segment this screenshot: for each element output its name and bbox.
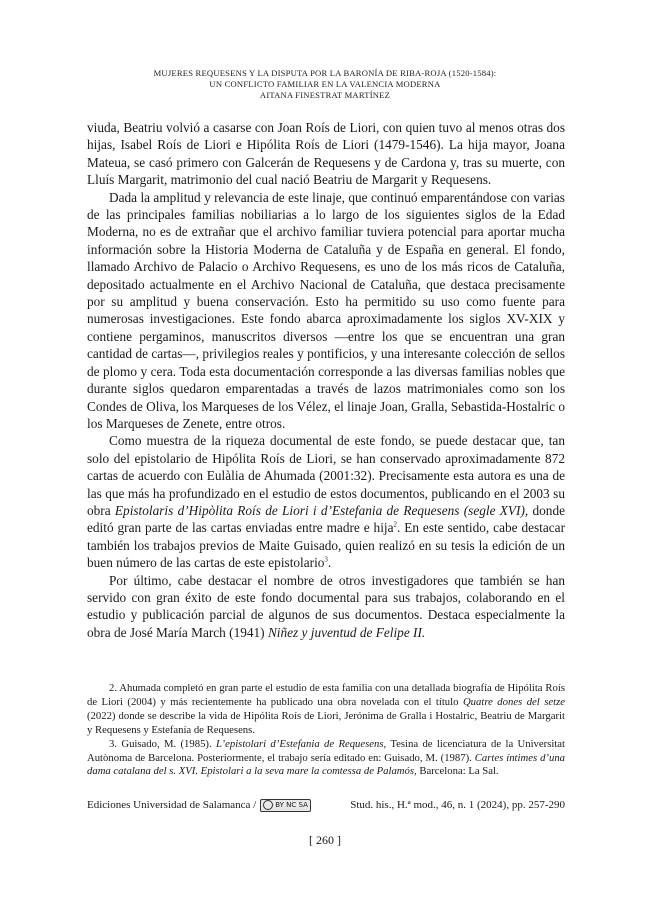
paragraph-3-text-a: Como muestra de la riqueza documental de este fondo, se puede destacar que, tan solo del epistolario de Hipólita Roís de Liori, se han conservado aproximadamente 872 cartas de acuerdo con Eulàlia de Ahumada (2001:32). Precisamente esta autora es una de las que más ha profundizado en el estudio de estos documentos, publicando en el 2003 su obra — [87, 433, 565, 518]
footnote-3-text-c: Barcelona: La Sal. — [416, 765, 499, 778]
footnote-3-title-2: Cartes íntimes d’una dama catalana del s. XVI. Epistolari a la seva mare la comtessa de Palamós, — [87, 751, 566, 778]
page-footer — [87, 798, 565, 812]
cc-circle-icon — [263, 800, 273, 810]
paragraph-3-text-d: . — [327, 555, 332, 571]
paragraph-3-text-b: donde editó gran parte de las cartas enviadas entre madre e hija — [87, 502, 566, 536]
paragraph-4 — [87, 572, 565, 642]
footnote-3 — [87, 738, 565, 780]
paragraph-4-text-a: Por último, cabe destacar el nombre de otros investigadores que también se han servido con gran éxito de este fondo documental para sus trabajos, colaborando en el estudio y publicación parcial de algunos de sus documentos. Destaca especialmente la obra de José María March (1941) — [87, 572, 565, 640]
cc-license-label: BY NC SA — [275, 801, 308, 809]
header-title-line-1: MUJERES REQUESENS Y LA DISPUTA POR LA BARONÍA DE RIBA-ROJA (1520-1584): — [153, 68, 497, 78]
footnote-2-text-a: 2. Ahumada completó en gran parte el estudio de esta familia con una detallada biografía de Hipólita Roís de Liori (2004) y más recientemente ha publicado una obra novelada con el título — [87, 682, 565, 708]
header-title-line-2: UN CONFLICTO FAMILIAR EN LA VALENCIA MODERNA — [209, 79, 441, 89]
footnote-2-text-b: (2022) donde se describe la vida de Hipólita Roís de Liori, Jerónima de Gralla i Hostalric, Beatriu de Margarit y Requesens y Estefanía de Requesens. — [87, 709, 565, 736]
cc-license-icon[interactable] — [260, 799, 311, 812]
running-header — [60, 68, 590, 101]
publisher-name: Ediciones Universidad de Salamanca / — [87, 799, 257, 811]
paragraph-3-work-title: Epistolaris d’Hipòlita Roís de Liori i d’Estefania de Requesens (segle XVI), — [114, 502, 529, 518]
paragraph-2: Dada la amplitud y relevancia de este linaje, que continuó emparentándose con varias de las principales familias nobiliarias a lo largo de los siguientes siglos de la Edad Moderna, no es de extrañar que el archivo familiar tuviera potencial para aportar mucha información sobre la Historia Moderna de Cataluña y de España en general. El fondo, llamado Archivo de Palacio o Archivo Requesens, es uno de los más ricos de Cataluña, depositado actualmente en el Archivo Nacional de Cataluña, que destaca precisamente por su amplitud y buena conservación. Esto ha permitido su uso como fuente para numerosas investigaciones. Este fondo abarca aproximadamente los siglos XV-XIX y contiene pergaminos, manuscritos diversos —entre los que se encuentran una gran cantidad de cartas—, privilegios reales y pontificios, y una interesante colección de sellos de plomo y cera. Toda esta documentación corresponde a las diversas familias nobles que durante siglos quedaron emparentadas a través de lazos matrimoniales como son los Condes de Oliva, los Marqueses de los Vélez, el linaje Joan, Gralla, Sebastida-Hostalric o los Marqueses de Zenete, entre otros. — [87, 189, 565, 431]
body-text — [87, 119, 565, 641]
footnote-ref-3[interactable]: 3 — [324, 555, 328, 564]
paragraph-4-work-title: Niñez y juventud de Felipe II. — [267, 624, 426, 640]
footnote-ref-2[interactable]: 2 — [393, 520, 397, 529]
footnote-3-text-a: 3. Guisado, M. (1985). — [109, 737, 216, 750]
footer-publisher-block — [87, 798, 311, 812]
paragraph-3-text-c: . En este sentido, cabe destacar también los trabajos previos de Maite Guisado, quien realizó en su tesis la edición de un buen número de las cartas de este epistolario — [87, 520, 565, 571]
header-author: AITANA FINESTRAT MARTÍNEZ — [259, 90, 391, 100]
footnote-2 — [87, 682, 565, 738]
footnotes — [87, 682, 565, 779]
page-number: [ 260 ] — [309, 833, 341, 847]
footnote-3-text-b: Tesina de licenciatura de la Universitat Autònoma de Barcelona. Posteriormente, el trabajo sería editado en: Guisado, M. (1987). — [87, 737, 566, 764]
footnote-3-title-1: L’epistolari d’Estefania de Requesens, — [216, 737, 387, 750]
journal-citation: Stud. his., H.ª mod., 46, n. 1 (2024), pp. 257-290 — [350, 799, 565, 811]
paragraph-1: viuda, Beatriu volvió a casarse con Joan Roís de Liori, con quien tuvo al menos otras dos hijas, Isabel Roís de Liori e Hipólita Roís de Liori (1479-1546). La hija mayor, Joana Mateua, se casó primero con Galcerán de Requesens y de Cardona y, tras su muerte, con Lluís Margarit, matrimonio del cual nació Beatriu de Margarit y Requesens. — [87, 120, 565, 188]
paragraph-3 — [87, 432, 565, 571]
footnote-2-title: Quatre dones del setze — [462, 695, 565, 708]
